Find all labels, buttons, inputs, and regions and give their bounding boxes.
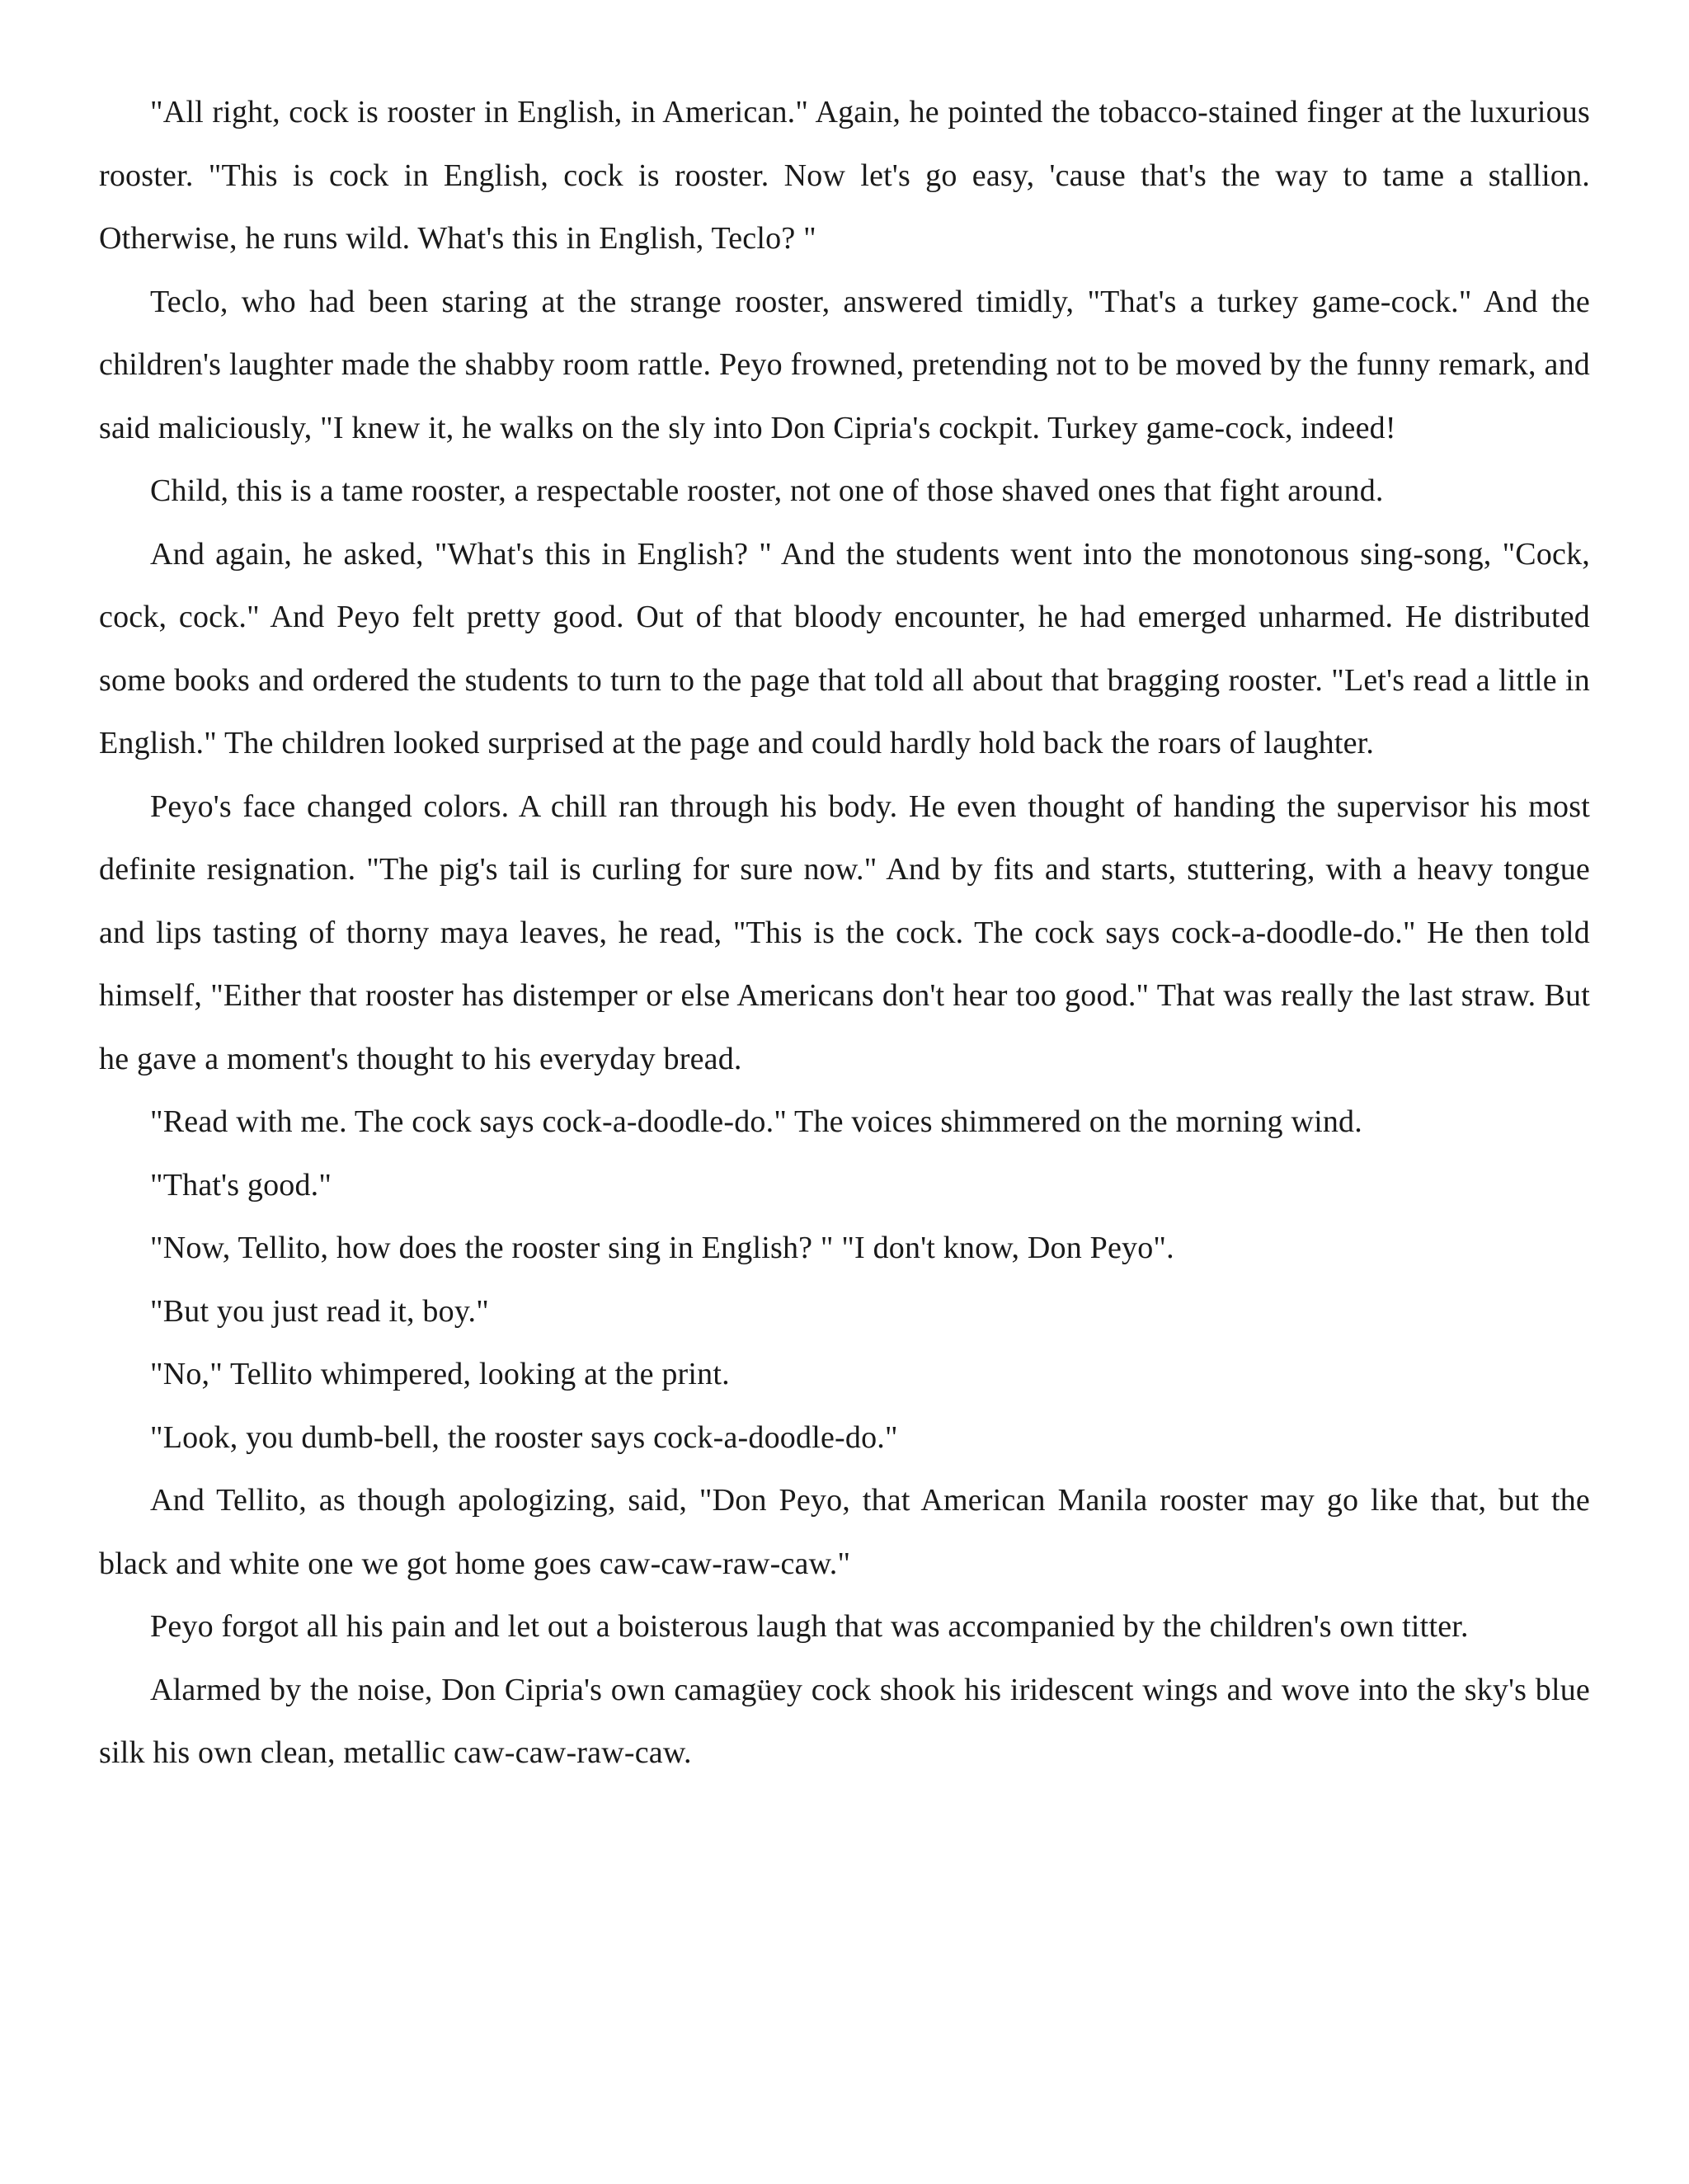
paragraph: And again, he asked, "What's this in English? " And the students went into the monotonous sing-song, "Cock, cock, cock." And Peyo felt pretty good. Out of that bloody encounter, he had emerged unharmed. He distributed some books and ordered the students to turn to the page that told all about that bragging rooster. "Let's read a little in English." The children looked surprised at the page and could hardly hold back the roars of laughter. [99,536,1590,760]
paragraph: Peyo's face changed colors. A chill ran through his body. He even thought of handing the supervisor his most definite resignation. "The pig's tail is curling for sure now." And by fits and starts, stuttering, with a heavy tongue and lips tasting of thorny maya leaves, he read, "This is the cock. The cock says cock-a-doodle-do." He then told himself, "Either that rooster has distemper or else Americans don't hear too good." That was really the last straw. But he gave a moment's thought to his everyday bread. [99,788,1590,1076]
paragraph: "But you just read it, boy." [150,1293,489,1329]
document-body [99,81,1590,1785]
paragraph: Peyo forgot all his pain and let out a boisterous laugh that was accompanied by the children's own titter. [150,1609,1469,1644]
paragraph: "No," Tellito whimpered, looking at the print. [150,1357,730,1391]
paragraph: Alarmed by the noise, Don Cipria's own camagüey cock shook his iridescent wings and wove into the sky's blue silk his own clean, metallic caw-caw-raw-caw. [99,1672,1590,1770]
paragraph: "Read with me. The cock says cock-a-doodle-do." The voices shimmered on the morning wind. [150,1104,1362,1139]
paragraph: "Look, you dumb-bell, the rooster says cock-a-doodle-do." [150,1419,898,1455]
paragraph: Teclo, who had been staring at the strange rooster, answered timidly, "That's a turkey game-cock." And the children's laughter made the shabby room rattle. Peyo frowned, pretending not to be moved by the funny remark, and said maliciously, "I knew it, he walks on the sly into Don Cipria's cockpit. Turkey game-cock, indeed! [99,284,1590,445]
paragraph: "Now, Tellito, how does the rooster sing in English? " "I don't know, Don Peyo". [150,1231,1174,1265]
paragraph: "All right, cock is rooster in English, in American." Again, he pointed the tobacco-stained finger at the luxurious rooster. "This is cock in English, cock is rooster. Now let's go easy, 'cause that's the way to tame a stallion. Otherwise, he runs wild. What's this in English, Teclo? " [99,95,1590,256]
paragraph: Child, this is a tame rooster, a respectable rooster, not one of those shaved ones that fight around. [150,473,1384,508]
paragraph: "That's good." [150,1167,332,1203]
paragraph: And Tellito, as though apologizing, said, "Don Peyo, that American Manila rooster may go like that, but the black and white one we got home goes caw-caw-raw-caw." [99,1483,1590,1581]
